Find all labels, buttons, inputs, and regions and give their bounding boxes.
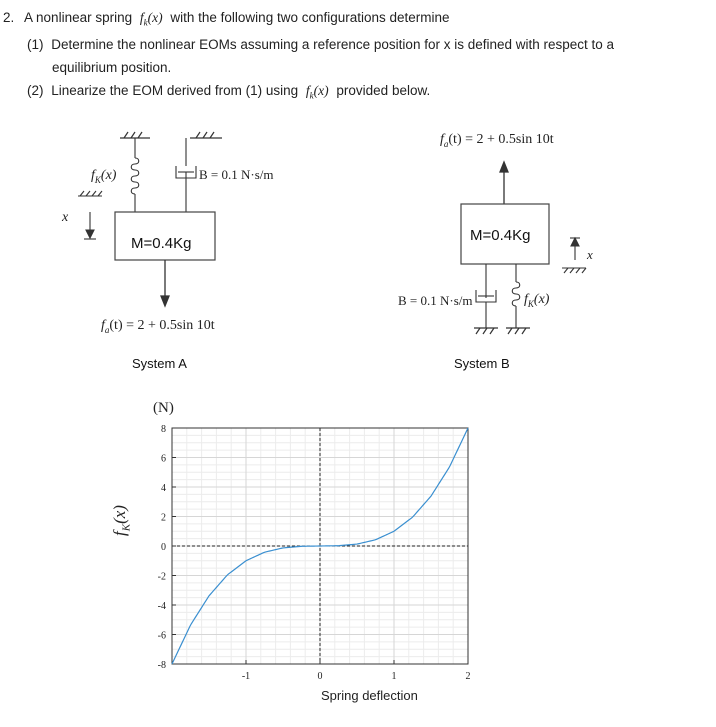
y-tick-label: 0 bbox=[161, 542, 166, 553]
y-tick-label: -2 bbox=[157, 571, 166, 583]
x-tick-label: 2 bbox=[465, 671, 471, 682]
y-tick-label: 4 bbox=[161, 483, 166, 494]
x-tick-label: 0 bbox=[317, 671, 323, 682]
item-1-text: Determine the nonlinear EOMs assuming a reference position for x is defined with respect to a bbox=[51, 37, 615, 52]
chart-y-unit: (N) bbox=[153, 400, 174, 416]
item-2-text-a: Linearize the EOM derived from (1) using bbox=[51, 83, 299, 98]
x-label-b: x bbox=[587, 247, 593, 262]
intro-text-a: A nonlinear spring bbox=[24, 10, 133, 25]
item-2-fk: $f_k(x)$ bbox=[305, 83, 329, 101]
system-a-caption: System A bbox=[132, 356, 187, 371]
y-tick-label: 8 bbox=[161, 424, 166, 435]
y-tick-label: 6 bbox=[161, 453, 166, 465]
y-tick-label: -4 bbox=[157, 601, 166, 612]
damper-b-label: B = 0.1 N·s/m bbox=[398, 293, 473, 308]
y-tick-label: -6 bbox=[157, 630, 166, 642]
item-1-number: (1) bbox=[27, 37, 44, 52]
item-2-text-b: provided below. bbox=[336, 83, 431, 98]
y-tick-label: 2 bbox=[161, 512, 166, 524]
intro-fk: $f_k(x)$ bbox=[139, 10, 163, 28]
problem-number: 2. bbox=[3, 10, 15, 25]
spring-b-label: $f_K(x)$ bbox=[524, 292, 550, 309]
mass-a-label: M=0.4Kg bbox=[131, 235, 192, 252]
spring-a-label: $f_K(x)$ bbox=[91, 168, 117, 185]
x-tick-label: 1 bbox=[391, 671, 397, 682]
chart-y-label: $f_K(x)$ bbox=[110, 505, 133, 536]
system-b-caption: System B bbox=[454, 356, 510, 371]
y-tick-label: -8 bbox=[157, 660, 166, 671]
damper-a-label: B = 0.1 N·s/m bbox=[199, 167, 274, 182]
item-2-number: (2) bbox=[27, 83, 44, 98]
chart-x-label: Spring deflection bbox=[321, 688, 418, 703]
x-tick-label: -1 bbox=[241, 671, 251, 682]
item-1-line-2: equilibrium position. bbox=[52, 60, 172, 75]
x-label-a: x bbox=[62, 210, 69, 225]
intro-text-b: with the following two configurations determine bbox=[170, 10, 450, 25]
mass-b-label: M=0.4Kg bbox=[470, 227, 531, 244]
force-a-label: $f_a(t) = 2 + 0.5\sin$ 10t bbox=[101, 318, 215, 335]
force-b-label: $f_a(t) = 2 + 0.5\sin$ 10t bbox=[440, 132, 554, 149]
